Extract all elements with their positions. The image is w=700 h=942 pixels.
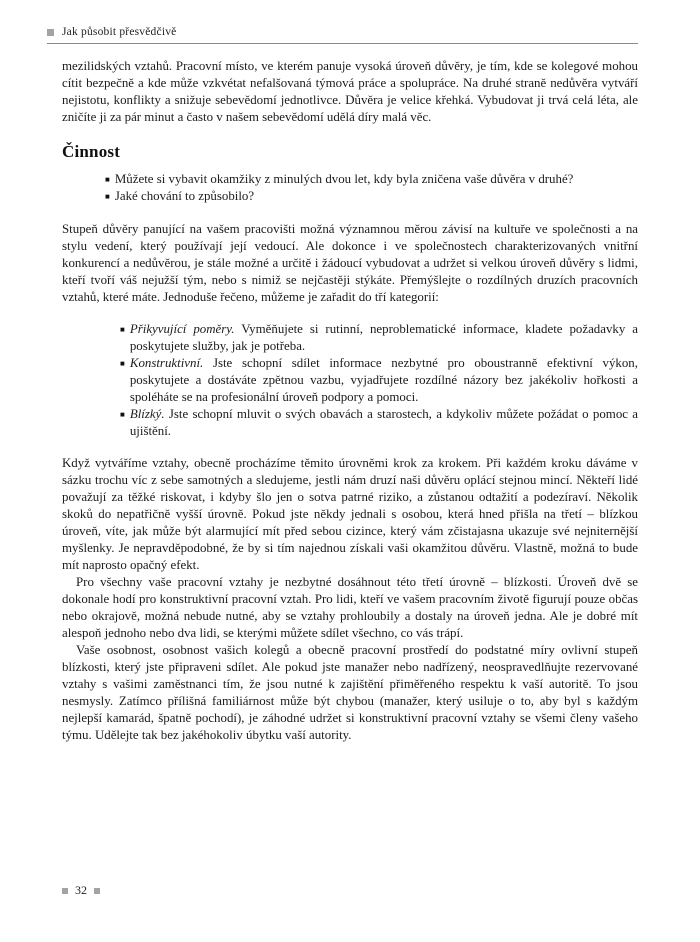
category-bullet-text [130,406,638,440]
list-item [120,355,638,406]
activity-bullet-text: Jaké chování to způsobilo? [114,189,255,203]
list-item [105,188,638,205]
footer-square-icon [62,888,68,894]
category-lead: Konstruktivní. [129,356,204,370]
square-bullet-icon: ■ [120,325,125,334]
activity-bullet-text: Můžete si vybavit okamžiky z minulých dvou let, kdy byla zničena vaše důvěra v druhé? [114,172,574,186]
category-lead: Přikyvující poměry. [129,322,235,336]
footer-square-icon [94,888,100,894]
category-bullet-list [120,321,638,440]
activity-bullet-list [105,171,638,205]
category-description: Jste schopní sdílet informace nezbytné pro oboustranně efektivní výkon, poskytujete a dostáváte zpětnou vazbu, vyjadřujete rozdílné názory bez jakékoliv hořkosti a spoléháte se na profesionální úroveň podpory a pomoci. [129,356,638,404]
category-bullet-text [130,355,638,406]
paragraph-personality: Vaše osobnost, osobnost vašich kolegů a obecně pracovní prostředí do podstatné míry ovlivní stupeň blízkosti, který jste připraveni sdílet. Ale pokud jste manažer nebo nadřízený, neospravedlňujte rezervované vztahy s vašimi zaměstnanci tím, že jsou nutné k zajištění přiměřeného respektu k vaší autoritě. To jsou nesmysly. Zatímco přílišná familiárnost může být chybou (manažer, který usiluje o to, aby byl s každým nejlepší kamarád, špatně pochodí), je záhodné udržet si konstruktivní pracovní vztahy se všemi členy vašeho týmu. Udělejte tak bez jakéhokoliv úbytku vaší autority. [62,643,638,742]
category-bullet-text [130,321,638,355]
category-description: Vyměňujete si rutinní, neproblematické informace, kladete požadavky a poskytujete služby, jak je potřeba. [129,322,639,353]
category-description: Jste schopní mluvit o svých obavách a starostech, a kdykoliv můžete požádat o pomoc a ujištění. [129,407,638,438]
square-bullet-icon: ■ [120,410,125,419]
category-lead: Blízký. [129,407,165,421]
section-heading-activity: Činnost [62,142,121,161]
running-title: Jak působit přesvědčivě [62,26,177,38]
square-bullet-icon: ■ [105,175,110,184]
square-bullet-icon: ■ [120,359,125,368]
square-bullet-icon: ■ [105,192,110,201]
paragraph-levels: Když vytváříme vztahy, obecně procházíme těmito úrovněmi krok za krokem. Při každém kroku dáváme v sázku trochu víc z sebe samotných a sledujeme, jestli nám druzí naši důvěru oplácí stejnou mincí. Někteří lidé považují za těžké riskovat, i kdyby šlo jen o sotva patrné riziko, a zůstanou odtažití a podezíraví. Několik skoků do nepatřičně vyšší úrovně. Pokud jste někdy jednali s osobou, která hned přišla na třetí – blízkou úroveň, víte, jak může být alarmující mít před sebou cizince, který vám zčistajasna ukazuje své nejniternější myšlenky. Je nepravděpodobné, že by si tím najednou získali vaši okamžitou důvěru. Vlastně, možná to bude mít naprosto opačný efekt. [62,456,638,572]
list-item [120,406,638,440]
running-header [47,26,638,44]
page-content [62,58,638,744]
header-square-marker-icon [47,29,54,36]
page-footer [62,883,100,898]
list-item [120,321,638,355]
list-item [105,171,638,188]
page-number: 32 [75,883,87,897]
paragraph-trust-culture: Stupeň důvěry panující na vašem pracovišti možná významnou měrou závisí na kultuře ve společnosti a na stylu vedení, který používají její vedoucí. Ale dokonce i ve společnostech charakterizovaných vnitřní konkurencí a nedůvěrou, je stále možné a určitě i žádoucí vybudovat a udržet si velkou úroveň důvěry s lidmi, kteří tvoří váš nejužší tým, nebo s nimiž se nejčastěji stýkáte. Přemýšlejte o rozdílných druzích pracovních vztahů, které máte. Jednoduše řečeno, můžeme je zařadit do tří kategorií: [62,222,638,304]
header-rule [47,43,638,44]
paragraph-trust-intro: mezilidských vztahů. Pracovní místo, ve kterém panuje vysoká úroveň důvěry, je tím, kde se kolegové mohou cítit bezpečně a kde může vzkvétat nefalšovaná týmová práce a spolupráce. Na druhé straně nedůvěra vytváří nejistotu, konflikty a snižuje sebevědomí jednotlivce. Důvěra je velice křehká. Vybudovat ji trvá celá léta, ale zničíte ji za pár minut a často v našem sebevědomí udělá díry malá věc. [62,59,638,124]
running-header-line [47,26,638,38]
paragraph-third-level: Pro všechny vaše pracovní vztahy je nezbytné dosáhnout této třetí úrovně – blízkosti. Úroveň dvě se dokonale hodí pro konstruktivní pracovní vztah. Pro lidi, kteří ve vašem pracovním životě figurují pouze občas nebo okrajově, možná nebude nutné, aby se vztahy prohloubily a dostaly na úroveň jedna. Ale je dobré mít alespoň jednoho nebo dva lidi, se kterými můžete sdílet všechno, co vás trápí. [62,575,638,640]
